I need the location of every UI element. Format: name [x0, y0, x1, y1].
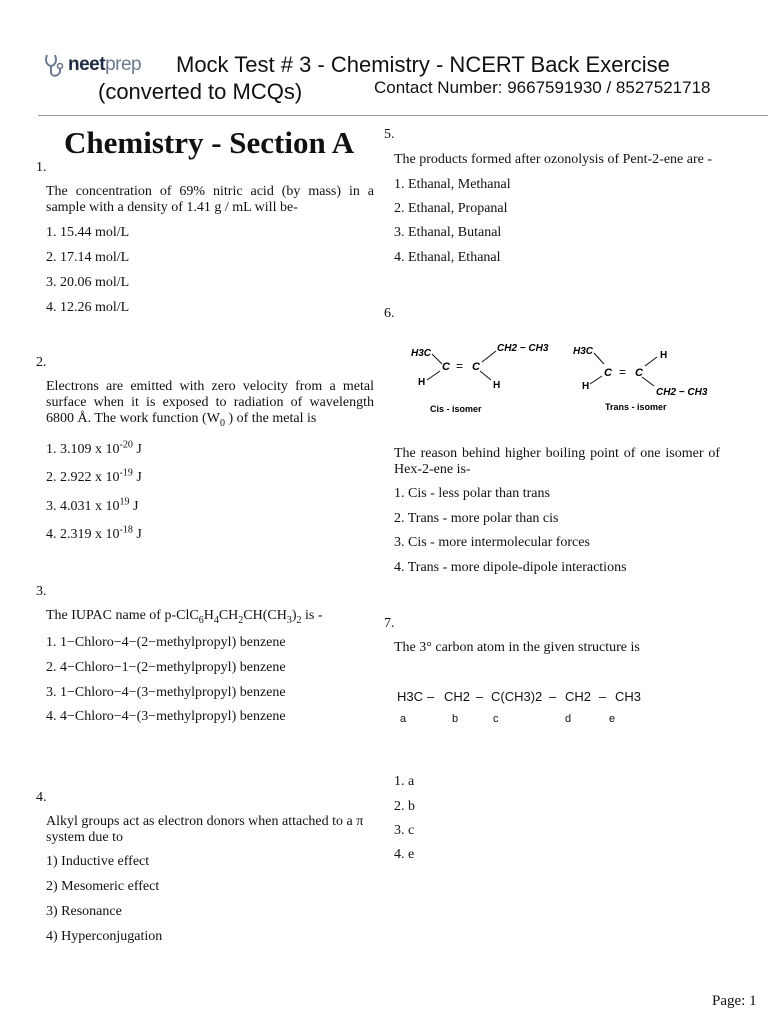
page-title: Mock Test # 3 - Chemistry - NCERT Back Exercise — [176, 52, 670, 77]
hexene-isomers-figure — [400, 334, 730, 418]
question-5-option: 3. Ethanal, Butanal — [394, 225, 502, 240]
chain-bond: – — [549, 689, 557, 704]
question-2-option: 4. 2.319 x $10^{-18}$ J — [46, 524, 142, 542]
trans-h-left: H — [582, 381, 590, 392]
question-7-option: 2. b — [394, 799, 415, 814]
question-7-option: 4. e — [394, 847, 415, 862]
question-5-text: The products formed after ozonolysis of Pent-2-ene are - — [394, 152, 712, 167]
carbon-chain-structure — [394, 684, 654, 728]
chain-group-a: H3C — [397, 689, 424, 704]
trans-isomer-label: Trans - isomer — [605, 402, 667, 412]
question-6-option: 2. Trans - more polar than cis — [394, 511, 559, 526]
chain-label-b: b — [452, 713, 459, 725]
cis-bond — [480, 371, 491, 380]
question-5-option: 1. Ethanal, Methanal — [394, 177, 511, 192]
question-2-number: 2. — [36, 355, 47, 370]
question-2-text: Electrons are emitted with zero velocity from a metal surface when it is exposed to radiation of wavelength 6800 Å. The work function ($W_0$ ) of the metal is — [46, 379, 374, 429]
cis-bond — [432, 354, 442, 364]
question-4-text: Alkyl groups act as electron donors when attached to a π system due to — [46, 814, 364, 845]
question-4-option: 1) Inductive effect — [46, 854, 150, 869]
header-divider — [38, 115, 768, 116]
trans-bond — [590, 376, 602, 384]
cis-isomer-structure — [411, 343, 549, 414]
trans-double-bond: = — [619, 365, 627, 379]
question-3-option: 3. 1−Chloro−4−(3−methylpropyl) benzene — [46, 685, 286, 700]
page-subtitle: (converted to MCQs) — [98, 79, 303, 104]
contact-number: Contact Number: 9667591930 / 8527521718 — [374, 78, 711, 97]
chain-bond: – — [427, 689, 435, 704]
question-4-option: 4) Hyperconjugation — [46, 929, 163, 944]
question-3-text: The IUPAC name of $p-ClC_6H_4CH_2CH(CH_3)_2$ is - — [46, 608, 323, 626]
question-1-option: 4. 12.26 mol/L — [46, 300, 130, 315]
logo-wordmark: neetprep — [68, 54, 142, 75]
trans-bond — [594, 353, 604, 364]
question-6-text: The reason behind higher boiling point of one isomer of Hex-2-ene is- — [394, 446, 720, 477]
cis-isomer-label: Cis - isomer — [430, 404, 482, 414]
chain-group-c: C(CH3)2 — [491, 689, 543, 704]
question-6-option: 4. Trans - more dipole-dipole interactions — [394, 560, 627, 575]
trans-bond — [645, 357, 657, 366]
cis-double-bond: = — [456, 359, 464, 373]
cis-carbon-right: C — [472, 361, 480, 373]
trans-carbon-right: C — [635, 367, 643, 379]
cis-bond — [482, 351, 496, 362]
trans-h-right: H — [660, 350, 668, 361]
question-3-option: 2. 4−Chloro−1−(2−methylpropyl) benzene — [46, 660, 286, 675]
trans-isomer-structure — [573, 346, 708, 412]
question-5-number: 5. — [384, 127, 395, 142]
chain-label-c: c — [493, 713, 499, 725]
page-number: Page: 1 — [712, 993, 757, 1009]
trans-h3c-label: H3C — [573, 346, 594, 357]
question-7-option: 1. a — [394, 774, 415, 789]
question-6-option: 1. Cis - less polar than trans — [394, 486, 550, 501]
question-3-number: 3. — [36, 584, 47, 599]
cis-h-left: H — [418, 377, 426, 388]
chain-label-e: e — [609, 713, 616, 725]
question-6-option: 3. Cis - more intermolecular forces — [394, 535, 590, 550]
question-7-text: The 3° carbon atom in the given structure is — [394, 640, 640, 655]
chain-group-e: CH3 — [615, 689, 642, 704]
trans-bond — [642, 377, 654, 386]
question-1-option: 3. 20.06 mol/L — [46, 275, 130, 290]
stethoscope-icon — [42, 52, 68, 80]
question-5-option: 4. Ethanal, Ethanal — [394, 250, 501, 265]
chain-group-b: CH2 — [444, 689, 471, 704]
section-title: Chemistry - Section A — [64, 125, 355, 160]
question-2-option: 2. 2.922 x $10^{-19}$ J — [46, 467, 142, 485]
question-5-option: 2. Ethanal, Propanal — [394, 201, 508, 216]
cis-bond — [427, 371, 440, 380]
question-2-option: 1. 3.109 x $10^{-20}$ J — [46, 439, 142, 457]
trans-carbon-left: C — [604, 367, 612, 379]
chain-label-a: a — [400, 713, 407, 725]
chain-group-d: CH2 — [565, 689, 592, 704]
question-6-number: 6. — [384, 306, 395, 321]
question-4-option: 2) Mesomeric effect — [46, 879, 160, 894]
question-3-option: 4. 4−Chloro−4−(3−methylpropyl) benzene — [46, 709, 286, 724]
question-4-option: 3) Resonance — [46, 904, 122, 919]
chain-bond: – — [476, 689, 484, 704]
trans-ethyl-label: CH2 − CH3 — [656, 387, 708, 398]
cis-carbon-left: C — [442, 361, 450, 373]
question-1-number: 1. — [36, 160, 47, 175]
question-7-option: 3. c — [394, 823, 415, 838]
question-1-text: The concentration of 69% nitric acid (by mass) in a sample with a density of 1.41 g / mL will be- — [46, 184, 374, 215]
question-1-option: 1. 15.44 mol/L — [46, 225, 130, 240]
question-1-option: 2. 17.14 mol/L — [46, 250, 130, 265]
question-2-option: 3. 4.031 x $10^{19}$ J — [46, 496, 139, 514]
cis-h3c-label: H3C — [411, 348, 432, 359]
question-4-number: 4. — [36, 790, 47, 805]
chain-label-d: d — [565, 713, 572, 725]
cis-h-right: H — [493, 380, 501, 391]
cis-ethyl-label: CH2 − CH3 — [497, 343, 549, 354]
chain-bond: – — [599, 689, 607, 704]
question-7-number: 7. — [384, 616, 395, 631]
question-3-option: 1. 1−Chloro−4−(2−methylpropyl) benzene — [46, 635, 286, 650]
